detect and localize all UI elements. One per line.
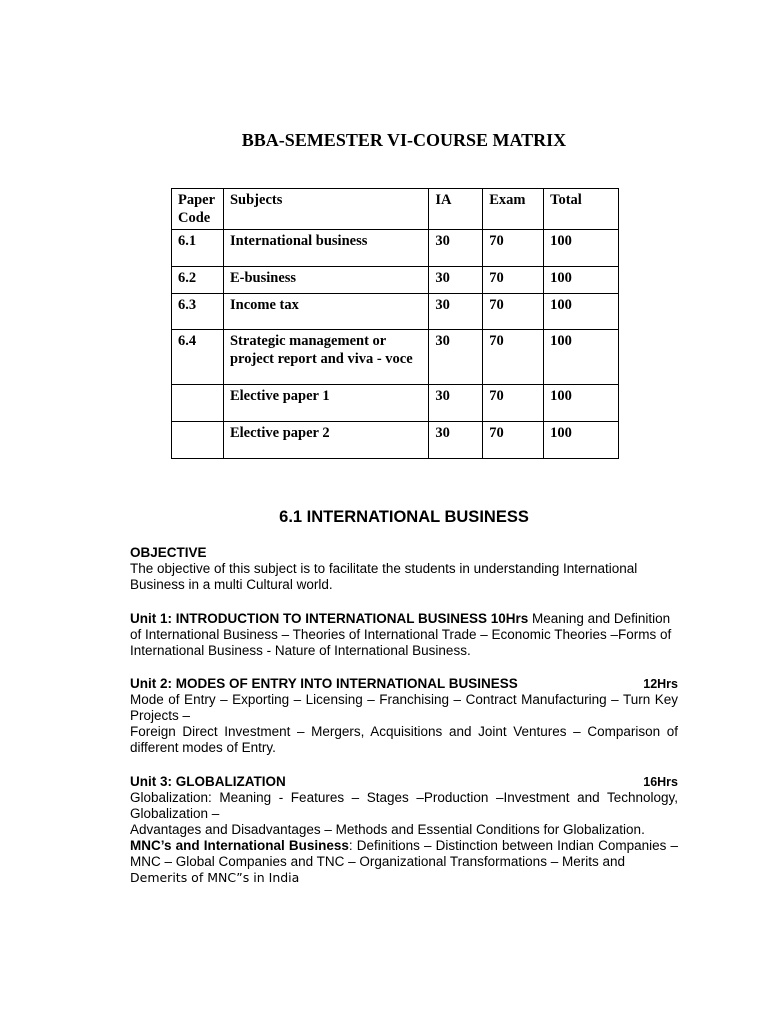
unit-3-section	[130, 774, 678, 886]
table-row	[172, 294, 619, 330]
table-row	[172, 230, 619, 267]
cell-code: 6.3	[172, 294, 224, 330]
header-subjects: Subjects	[223, 189, 428, 230]
table-header-row	[172, 189, 619, 230]
unit-2-heading: Unit 2: MODES OF ENTRY INTO INTERNATIONAL BUSINESS	[130, 676, 518, 691]
unit-3-hours: 16Hrs	[643, 775, 678, 789]
cell-subject: Elective paper 2	[223, 422, 428, 459]
cell-total: 100	[544, 267, 619, 294]
cell-ia: 30	[429, 330, 483, 385]
table-row	[172, 385, 619, 422]
course-matrix-table	[171, 188, 619, 459]
unit-1-text: Meaning and Definition of International Business – Theories of International Trade – Economic Theories –Forms of International Business - Nature of International Business.	[130, 611, 672, 658]
cell-ia: 30	[429, 267, 483, 294]
document-title: BBA-SEMESTER VI-COURSE MATRIX	[241, 130, 567, 150]
cell-code: 6.4	[172, 330, 224, 385]
header-exam: Exam	[483, 189, 544, 230]
cell-ia: 30	[429, 294, 483, 330]
section-title: 6.1 INTERNATIONAL BUSINESS	[279, 508, 529, 526]
mnc-label: MNC’s and International Business	[130, 838, 349, 853]
objective-heading: OBJECTIVE	[130, 545, 207, 560]
cell-exam: 70	[483, 230, 544, 267]
cell-ia: 30	[429, 385, 483, 422]
cell-subject: Elective paper 1	[223, 385, 428, 422]
cell-ia: 30	[429, 230, 483, 267]
cell-subject: International business	[223, 230, 428, 267]
unit-2-line-1: Mode of Entry – Exporting – Licensing – Franchising – Contract Manufacturing – Turn Key Projects –	[130, 692, 678, 723]
unit-3-line-2: Advantages and Disadvantages – Methods and Essential Conditions for Globalization.	[130, 822, 645, 837]
header-paper-code: Paper Code	[172, 189, 224, 230]
objective-text: The objective of this subject is to facilitate the students in understanding International Business in a multi Cultural world.	[130, 561, 638, 592]
cell-code	[172, 385, 224, 422]
cell-code	[172, 422, 224, 459]
cell-total: 100	[544, 422, 619, 459]
cell-total: 100	[544, 330, 619, 385]
mnc-text: : Definitions – Distinction between Indian Companies – MNC – Global Companies and TNC – Organizational Transformations – Merits and	[130, 838, 678, 869]
unit-1-heading: Unit 1: INTRODUCTION TO INTERNATIONAL BUSINESS 10Hrs	[130, 611, 529, 626]
unit-3-last-line: Demerits of MNC”s in India	[130, 870, 300, 885]
header-ia: IA	[429, 189, 483, 230]
unit-2-hours: 12Hrs	[643, 677, 678, 691]
cell-subject: E-business	[223, 267, 428, 294]
cell-ia: 30	[429, 422, 483, 459]
unit-2-line-2: Foreign Direct Investment – Mergers, Acquisitions and Joint Ventures – Comparison of different modes of Entry.	[130, 724, 678, 755]
objective-section	[130, 545, 678, 593]
table-row	[172, 330, 619, 385]
cell-total: 100	[544, 294, 619, 330]
unit-1-section	[130, 611, 678, 659]
cell-exam: 70	[483, 267, 544, 294]
cell-subject: Strategic management or project report and viva - voce	[223, 330, 428, 385]
unit-3-heading: Unit 3: GLOBALIZATION	[130, 774, 286, 789]
cell-total: 100	[544, 230, 619, 267]
table-row	[172, 422, 619, 459]
table-row	[172, 267, 619, 294]
cell-exam: 70	[483, 330, 544, 385]
unit-3-line-1: Globalization: Meaning - Features – Stages –Production –Investment and Technology, Globalization –	[130, 790, 678, 821]
cell-code: 6.2	[172, 267, 224, 294]
cell-total: 100	[544, 385, 619, 422]
cell-subject: Income tax	[223, 294, 428, 330]
cell-exam: 70	[483, 385, 544, 422]
cell-exam: 70	[483, 422, 544, 459]
header-total: Total	[544, 189, 619, 230]
cell-code: 6.1	[172, 230, 224, 267]
cell-exam: 70	[483, 294, 544, 330]
unit-2-section	[130, 676, 678, 756]
